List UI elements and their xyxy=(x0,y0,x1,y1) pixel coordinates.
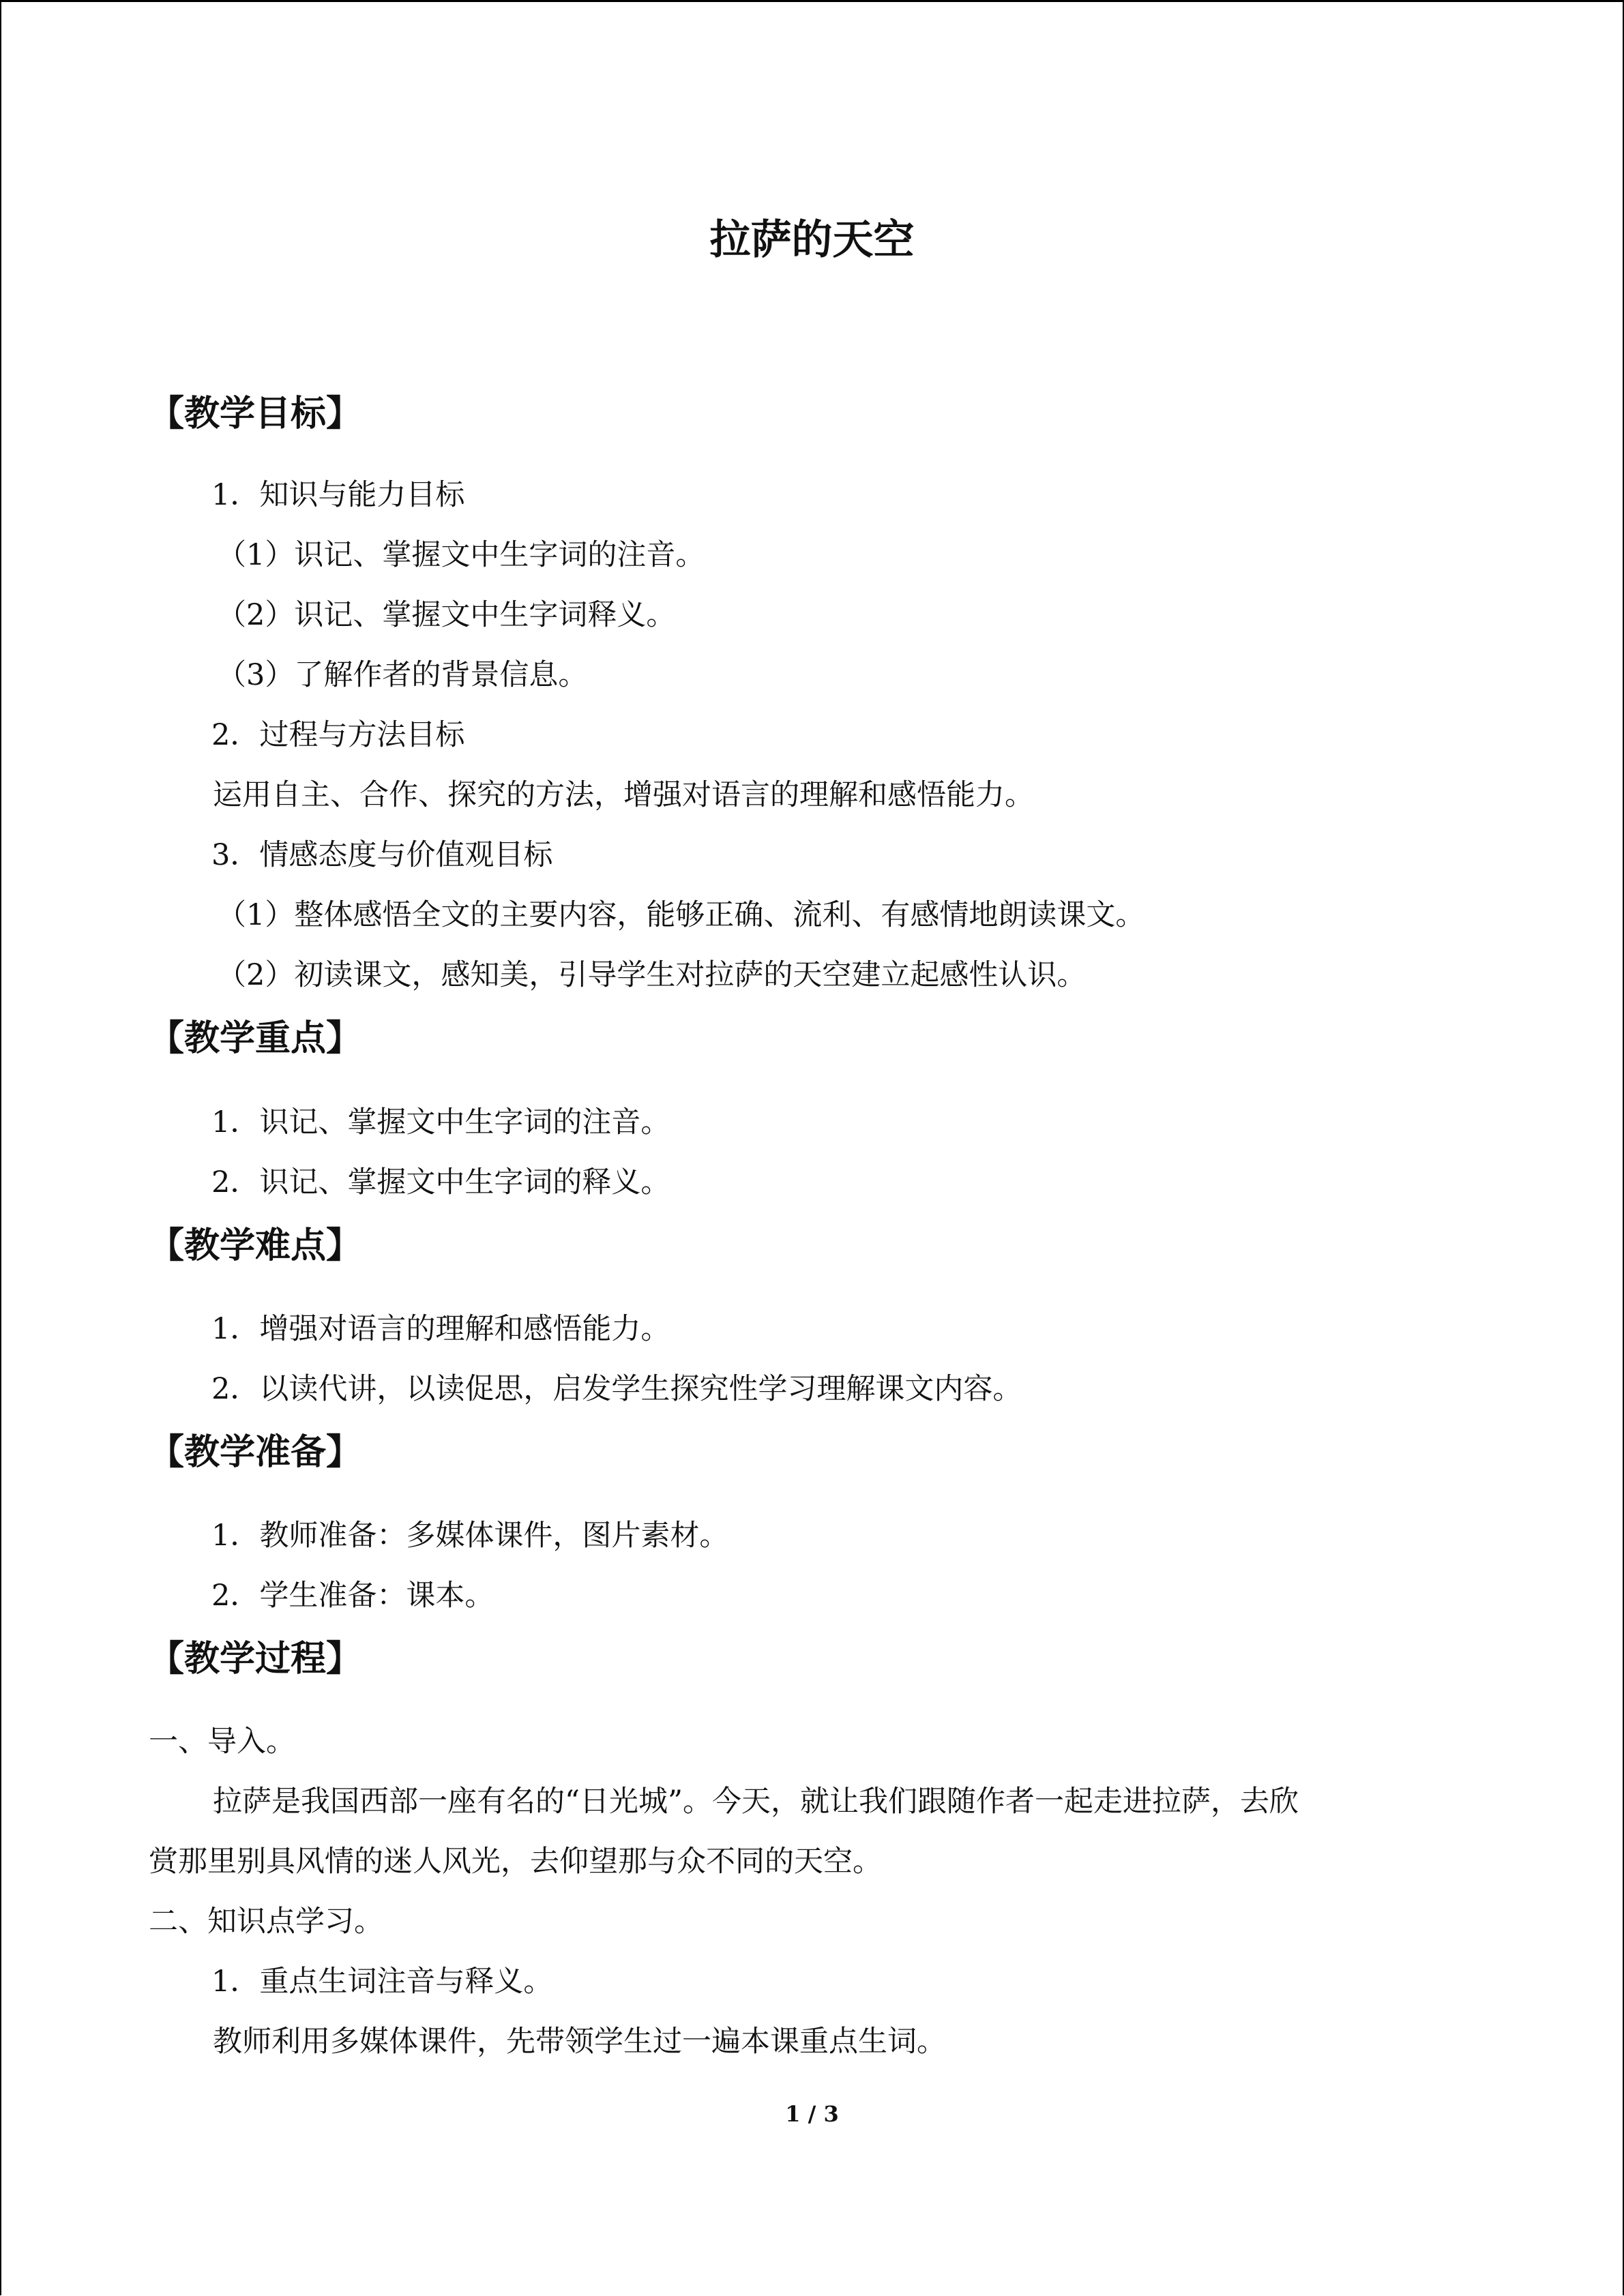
objective-item: 运用自主、合作、探究的方法，增强对语言的理解和感悟能力。 xyxy=(213,778,1034,812)
objective-item: 2．过程与方法目标 xyxy=(211,718,465,752)
process-item: 1．重点生词注音与释义。 xyxy=(211,1965,553,1999)
objective-item: （3）了解作者的背景信息。 xyxy=(217,658,588,692)
section-heading-objectives: 【教学目标】 xyxy=(149,393,362,434)
objective-item: 1．知识与能力目标 xyxy=(211,478,465,512)
process-paragraph: 教师利用多媒体课件，先带领学生过一遍本课重点生词。 xyxy=(213,2025,946,2059)
section-heading-key-points: 【教学重点】 xyxy=(149,1018,362,1059)
process-paragraph: 赏那里别具风情的迷人风光，去仰望那与众不同的天空。 xyxy=(149,1845,882,1879)
preparation-item: 2．学生准备：课本。 xyxy=(211,1579,494,1613)
section-heading-preparation: 【教学准备】 xyxy=(149,1432,362,1473)
preparation-item: 1．教师准备：多媒体课件，图片素材。 xyxy=(211,1519,729,1553)
section-heading-process: 【教学过程】 xyxy=(149,1639,362,1680)
objective-item: （2）初读课文，感知美，引导学生对拉萨的天空建立起感性认识。 xyxy=(217,958,1087,992)
key-point-item: 1．识记、掌握文中生字词的注音。 xyxy=(211,1105,670,1139)
page-title: 拉萨的天空 xyxy=(709,216,915,264)
process-paragraph: 拉萨是我国西部一座有名的“日光城”。今天，就让我们跟随作者一起走进拉萨，去欣 xyxy=(213,1785,1299,1819)
process-section-title: 一、导入。 xyxy=(149,1725,295,1759)
objective-item: （1）识记、掌握文中生字词的注音。 xyxy=(217,538,705,572)
objective-item: （1）整体感悟全文的主要内容，能够正确、流利、有感情地朗读课文。 xyxy=(217,898,1145,932)
difficulty-item: 2．以读代讲，以读促思，启发学生探究性学习理解课文内容。 xyxy=(211,1372,1022,1406)
objective-item: （2）识记、掌握文中生字词释义。 xyxy=(217,598,676,632)
difficulty-item: 1．增强对语言的理解和感悟能力。 xyxy=(211,1312,670,1346)
page-number: 1 / 3 xyxy=(785,2101,839,2127)
section-heading-difficulties: 【教学难点】 xyxy=(149,1225,362,1266)
process-section-title: 二、知识点学习。 xyxy=(149,1905,383,1939)
key-point-item: 2．识记、掌握文中生字词的释义。 xyxy=(211,1165,670,1199)
objective-item: 3．情感态度与价值观目标 xyxy=(211,838,553,872)
